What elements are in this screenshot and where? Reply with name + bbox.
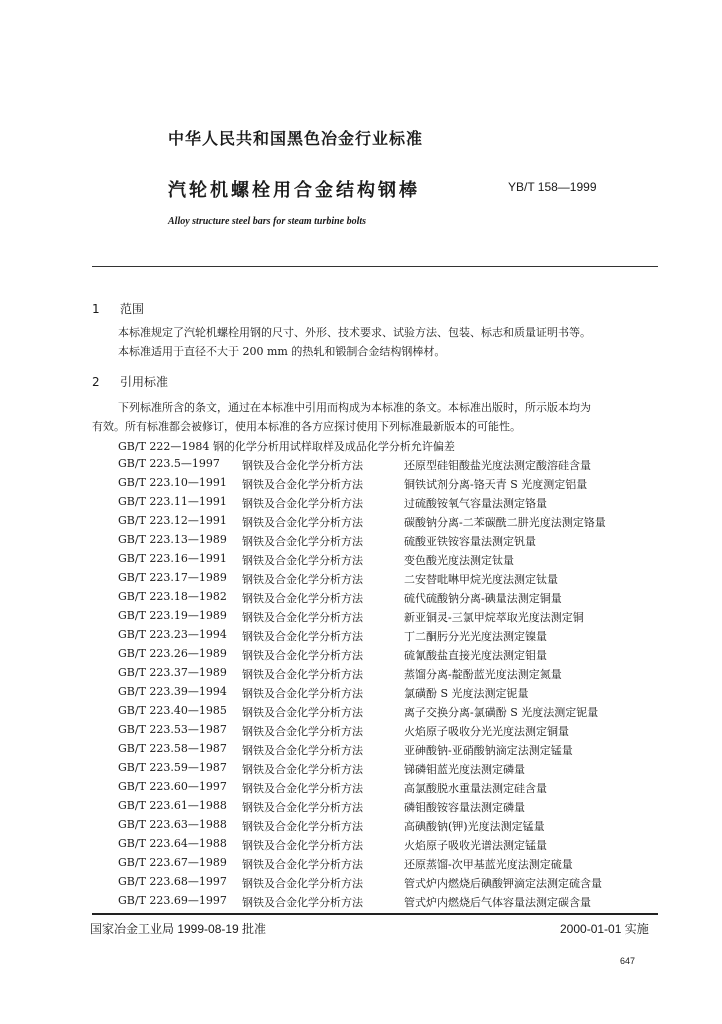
reference-method: 碳酸钠分离-二苯碳酰二肼光度法测定铬量 bbox=[404, 516, 606, 529]
reference-item bbox=[118, 647, 658, 666]
reference-category: 钢铁及合金化学分析方法 bbox=[242, 801, 363, 814]
reference-method: 离子交换分离-氯磺酚 S 光度法测定铌量 bbox=[404, 706, 599, 719]
reference-code: GB/T 223.68—1997 bbox=[118, 875, 227, 888]
reference-category: 钢铁及合金化学分析方法 bbox=[242, 668, 363, 681]
reference-item bbox=[118, 894, 658, 913]
reference-item bbox=[118, 761, 658, 780]
reference-category: 钢铁及合金化学分析方法 bbox=[242, 497, 363, 510]
reference-code: GB/T 223.40—1985 bbox=[118, 704, 227, 717]
reference-item bbox=[118, 875, 658, 894]
section-title: 范围 bbox=[120, 302, 145, 316]
reference-category: 钢铁及合金化学分析方法 bbox=[242, 896, 363, 909]
standard-code: YB/T 158—1999 bbox=[508, 180, 597, 194]
reference-method: 蒸馏分离-靛酚蓝光度法测定氮量 bbox=[404, 668, 562, 681]
reference-category: 钢铁及合金化学分析方法 bbox=[242, 858, 363, 871]
reference-item bbox=[118, 457, 658, 476]
reference-method: 高碘酸钠(钾)光度法测定锰量 bbox=[404, 820, 545, 833]
reference-item bbox=[118, 780, 658, 799]
reference-item bbox=[118, 476, 658, 495]
reference-method: 二安替吡啉甲烷光度法测定钛量 bbox=[404, 573, 558, 586]
reference-category: 钢铁及合金化学分析方法 bbox=[242, 478, 363, 491]
reference-category: 钢铁及合金化学分析方法 bbox=[242, 516, 363, 529]
reference-category: 钢铁及合金化学分析方法 bbox=[242, 573, 363, 586]
reference-code: GB/T 223.39—1994 bbox=[118, 685, 227, 698]
reference-item bbox=[118, 856, 658, 875]
section-number: 1 bbox=[92, 302, 100, 316]
reference-category: 钢铁及合金化学分析方法 bbox=[242, 592, 363, 605]
references-intro-continued: 有效。所有标准都会被修订，使用本标准的各方应探讨使用下列标准最新版本的可能性。 bbox=[92, 420, 521, 433]
reference-method: 氯磺酚 S 光度法测定铌量 bbox=[404, 687, 529, 700]
reference-method: 火焰原子吸收光谱法测定锰量 bbox=[404, 839, 547, 852]
reference-category: 钢铁及合金化学分析方法 bbox=[242, 649, 363, 662]
reference-category: 钢铁及合金化学分析方法 bbox=[242, 630, 363, 643]
reference-code: GB/T 223.26—1989 bbox=[118, 647, 227, 660]
reference-category: 钢铁及合金化学分析方法 bbox=[242, 839, 363, 852]
reference-category: 钢铁及合金化学分析方法 bbox=[242, 687, 363, 700]
approval-note: 国家冶金工业局 1999-08-19 批准 bbox=[90, 922, 267, 936]
reference-item: GB/T 222—1984 钢的化学分析用试样取样及成品化学分析允许偏差 bbox=[118, 440, 455, 453]
reference-method: 管式炉内燃烧后气体容量法测定碳含量 bbox=[404, 896, 591, 909]
reference-list bbox=[118, 457, 658, 913]
reference-method: 硫代硫酸钠分离-碘量法测定铜量 bbox=[404, 592, 562, 605]
document-title: 汽轮机螺栓用合金结构钢棒 bbox=[168, 180, 420, 201]
reference-method: 还原型硅钼酸盐光度法测定酸溶硅含量 bbox=[404, 459, 591, 472]
english-subtitle: Alloy structure steel bars for steam turbine bolts bbox=[168, 216, 367, 227]
reference-category: 钢铁及合金化学分析方法 bbox=[242, 535, 363, 548]
reference-item bbox=[118, 685, 658, 704]
reference-item bbox=[118, 514, 658, 533]
footer-divider bbox=[92, 913, 658, 915]
reference-code: GB/T 223.18—1982 bbox=[118, 590, 227, 603]
section-2-heading bbox=[92, 373, 168, 390]
reference-method: 变色酸光度法测定钛量 bbox=[404, 554, 514, 567]
reference-method: 铜铁试剂分离-铬天青 S 光度测定铝量 bbox=[404, 478, 588, 491]
reference-code: GB/T 223.64—1988 bbox=[118, 837, 227, 850]
reference-code: GB/T 223.23—1994 bbox=[118, 628, 227, 641]
reference-category: 钢铁及合金化学分析方法 bbox=[242, 459, 363, 472]
reference-method: 硫酸亚铁铵容量法测定钒量 bbox=[404, 535, 536, 548]
reference-method: 过硫酸铵氧气容量法测定铬量 bbox=[404, 497, 547, 510]
organization-heading: 中华人民共和国黑色冶金行业标准 bbox=[168, 129, 424, 148]
reference-code: GB/T 223.16—1991 bbox=[118, 552, 227, 565]
reference-code: GB/T 223.37—1989 bbox=[118, 666, 227, 679]
reference-category: 钢铁及合金化学分析方法 bbox=[242, 744, 363, 757]
reference-code: GB/T 223.10—1991 bbox=[118, 476, 227, 489]
reference-code: GB/T 223.5—1997 bbox=[118, 457, 220, 470]
reference-method: 磷钼酸铵容量法测定磷量 bbox=[404, 801, 525, 814]
reference-code: GB/T 223.61—1988 bbox=[118, 799, 227, 812]
section-title: 引用标准 bbox=[120, 375, 169, 389]
effective-date: 2000-01-01 实施 bbox=[560, 922, 649, 936]
references-intro: 下列标准所含的条文，通过在本标准中引用而构成为本标准的条文。本标准出版时，所示版本均为 bbox=[118, 401, 591, 414]
reference-category: 钢铁及合金化学分析方法 bbox=[242, 706, 363, 719]
scope-line: 本标准规定了汽轮机螺栓用钢的尺寸、外形、技术要求、试验方法、包装、标志和质量证明书等。 bbox=[118, 326, 591, 339]
reference-item bbox=[118, 704, 658, 723]
reference-code: GB/T 223.63—1988 bbox=[118, 818, 227, 831]
reference-item bbox=[118, 742, 658, 761]
reference-method: 亚砷酸钠-亚硝酸钠滴定法测定锰量 bbox=[404, 744, 573, 757]
reference-item bbox=[118, 552, 658, 571]
reference-method: 管式炉内燃烧后碘酸钾滴定法测定硫含量 bbox=[404, 877, 602, 890]
reference-category: 钢铁及合金化学分析方法 bbox=[242, 782, 363, 795]
page-number: 647 bbox=[620, 956, 636, 966]
reference-code: GB/T 223.58—1987 bbox=[118, 742, 227, 755]
reference-item bbox=[118, 590, 658, 609]
reference-code: GB/T 223.69—1997 bbox=[118, 894, 227, 907]
reference-category: 钢铁及合金化学分析方法 bbox=[242, 877, 363, 890]
reference-code: GB/T 223.11—1991 bbox=[118, 495, 227, 508]
reference-code: GB/T 223.19—1989 bbox=[118, 609, 227, 622]
reference-method: 还原蒸馏-次甲基蓝光度法测定硫量 bbox=[404, 858, 573, 871]
reference-code: GB/T 223.59—1987 bbox=[118, 761, 227, 774]
reference-item bbox=[118, 495, 658, 514]
reference-item bbox=[118, 837, 658, 856]
reference-code: GB/T 223.53—1987 bbox=[118, 723, 227, 736]
reference-method: 新亚铜灵-三氯甲烷萃取光度法测定铜 bbox=[404, 611, 584, 624]
section-1-heading bbox=[92, 300, 144, 317]
reference-code: GB/T 223.67—1989 bbox=[118, 856, 227, 869]
reference-method: 丁二酮肟分光光度法测定镍量 bbox=[404, 630, 547, 643]
reference-item bbox=[118, 818, 658, 837]
reference-item bbox=[118, 723, 658, 742]
reference-item bbox=[118, 799, 658, 818]
reference-category: 钢铁及合金化学分析方法 bbox=[242, 763, 363, 776]
reference-method: 火焰原子吸收分光光度法测定铜量 bbox=[404, 725, 569, 738]
section-number: 2 bbox=[92, 375, 100, 389]
reference-category: 钢铁及合金化学分析方法 bbox=[242, 554, 363, 567]
header-divider bbox=[92, 266, 658, 267]
reference-category: 钢铁及合金化学分析方法 bbox=[242, 820, 363, 833]
reference-item bbox=[118, 609, 658, 628]
reference-item bbox=[118, 628, 658, 647]
reference-method: 硫氰酸盐直接光度法测定钼量 bbox=[404, 649, 547, 662]
reference-method: 高氯酸脱水重量法测定硅含量 bbox=[404, 782, 547, 795]
reference-item bbox=[118, 666, 658, 685]
reference-item bbox=[118, 533, 658, 552]
reference-code: GB/T 223.17—1989 bbox=[118, 571, 227, 584]
reference-code: GB/T 223.60—1997 bbox=[118, 780, 227, 793]
reference-category: 钢铁及合金化学分析方法 bbox=[242, 725, 363, 738]
reference-method: 锑磷钼蓝光度法测定磷量 bbox=[404, 763, 525, 776]
reference-item bbox=[118, 571, 658, 590]
reference-code: GB/T 223.12—1991 bbox=[118, 514, 227, 527]
scope-line: 本标准适用于直径不大于 200 mm 的热轧和锻制合金结构钢棒材。 bbox=[118, 345, 446, 358]
reference-code: GB/T 223.13—1989 bbox=[118, 533, 227, 546]
reference-category: 钢铁及合金化学分析方法 bbox=[242, 611, 363, 624]
